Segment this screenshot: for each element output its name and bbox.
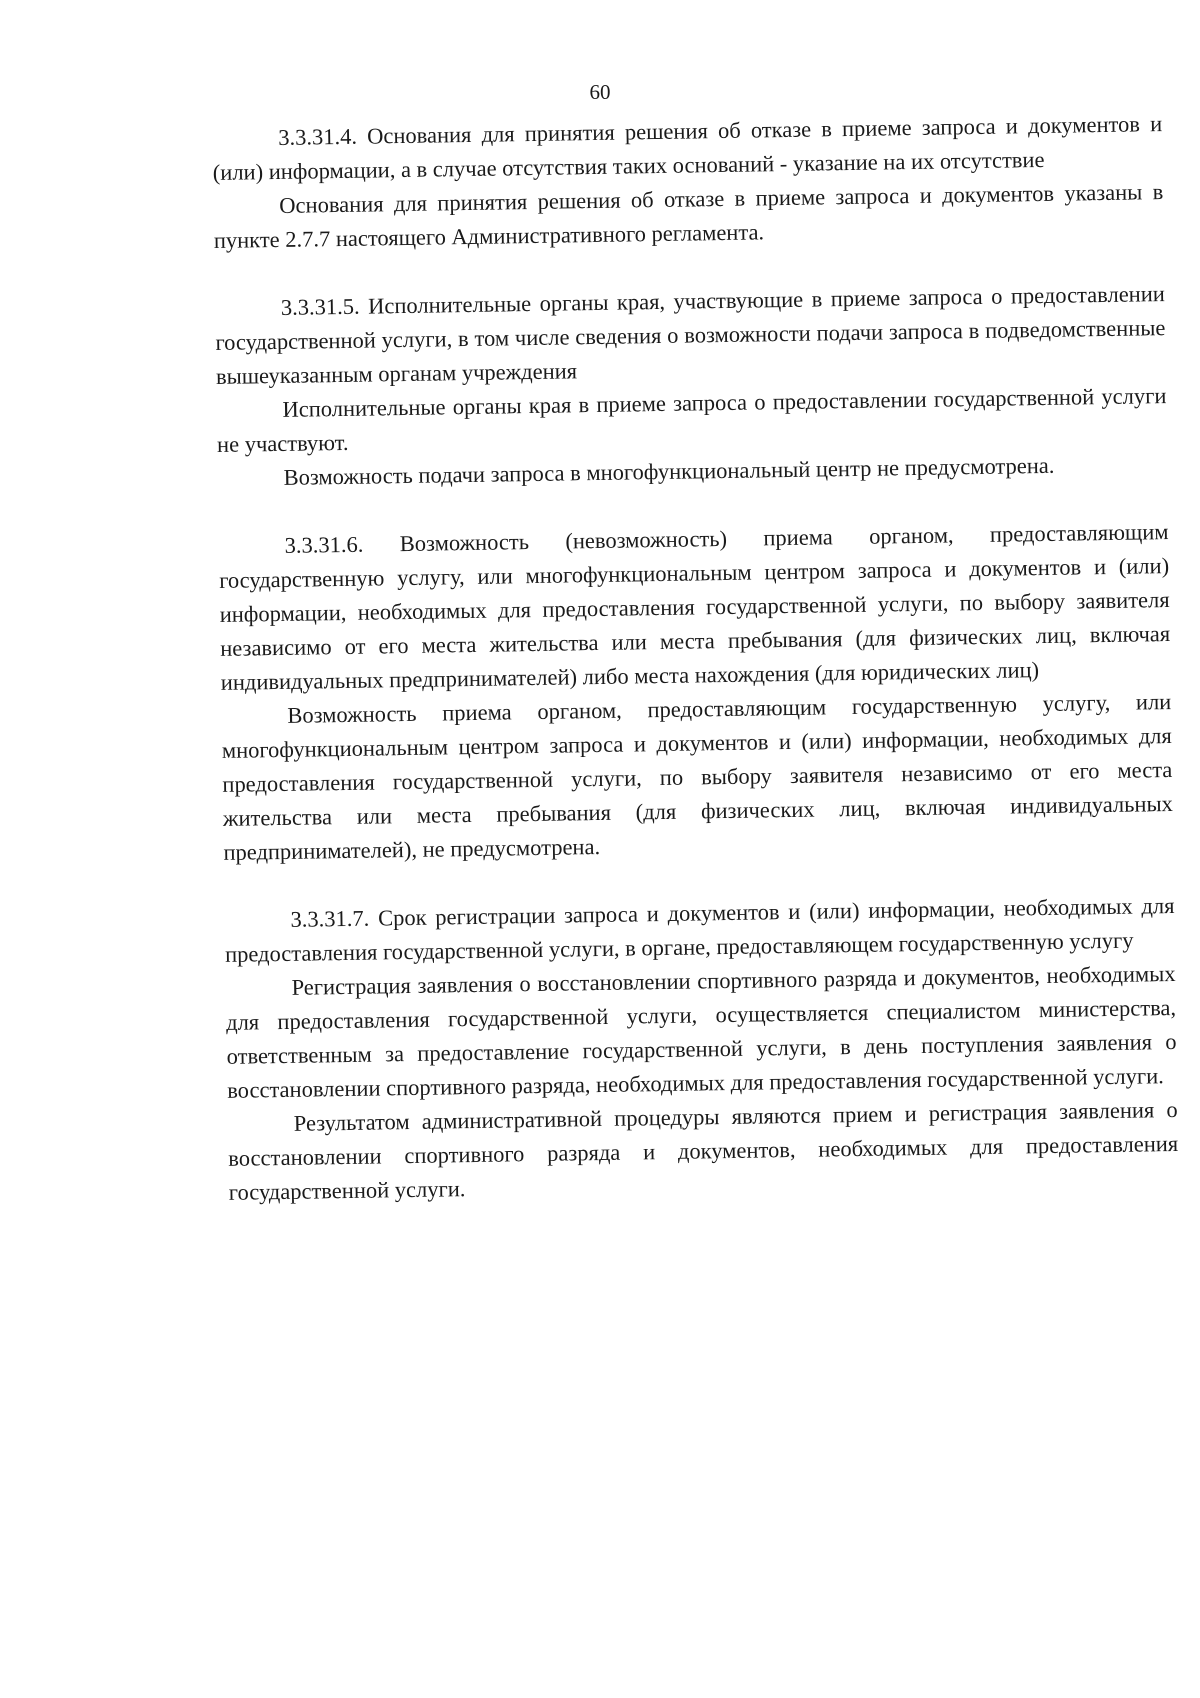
section-3-3-31-6 <box>218 515 1173 870</box>
section-3-3-31-4 <box>212 107 1164 258</box>
paragraph: Основания для принятия решения об отказе в приеме запроса и документов указаны в пункте 2.7.7 настоящего Административного регламента. <box>213 179 1164 253</box>
section-3-3-31-5 <box>215 277 1168 496</box>
page-number: 60 <box>589 80 611 104</box>
section-heading: 3.3.31.5. Исполнительные органы края, участвующие в приеме запроса о предоставлении государственной услуги, в том числе сведения о возможности подачи запроса в подведомственные вышеуказанным органам учреждения <box>215 281 1166 389</box>
paragraph: Возможность подачи запроса в многофункциональный центр не предусмотрена. <box>283 452 1055 490</box>
paragraph: Результатом административной процедуры являются прием и регистрация заявления о восстановлении спортивного разряда и документов, необходимых для предоставления государственной услуги. <box>228 1096 1179 1205</box>
paragraph: Возможность приема органом, предоставляющим государственную услугу, или многофункциональным центром запроса и документов и (или) информации, необходимых для предоставления государственной услуги, по выбору заявителя независимо от его места жительства или места пребывания (для физических лиц, включая индивидуальных предпринимателей), не предусмотрена. <box>221 689 1174 865</box>
paragraph: Исполнительные органы края в приеме запроса о предоставлении государственной услуги не участвуют. <box>216 383 1167 457</box>
section-3-3-31-7 <box>224 889 1179 1210</box>
document-body <box>212 107 1179 1210</box>
section-heading: 3.3.31.7. Срок регистрации запроса и документов и (или) информации, необходимых для предоставления государственной услуги, в органе, предоставляющем государственную услугу <box>224 892 1175 967</box>
paragraph: Регистрация заявления о восстановлении спортивного разряда и документов, необходимых для предоставления государственной услуги, осуществляется специалистом министерства, ответственным за предоставление государственной услуги, в день поступления заявления о восстановлении спортивного разряда, необходимых для предоставления государственной услуги. <box>225 960 1177 1103</box>
section-heading: 3.3.31.4. Основания для принятия решения об отказе в приеме запроса и документов и (или) информации, а в случае отсутствия таких оснований - указание на их отсутствие <box>212 111 1163 185</box>
section-heading: 3.3.31.6. Возможность (невозможность) приема органом, предоставляющим государственную услугу, или многофункциональным центром запроса и документов и (или) информации, необходимых для предоставления государственной услуги, по выбору заявителя независимо от его места жительства или места пребывания (для физических лиц, включая индивидуальных предпринимателей) либо места нахождения (для юридических лиц) <box>219 519 1171 695</box>
